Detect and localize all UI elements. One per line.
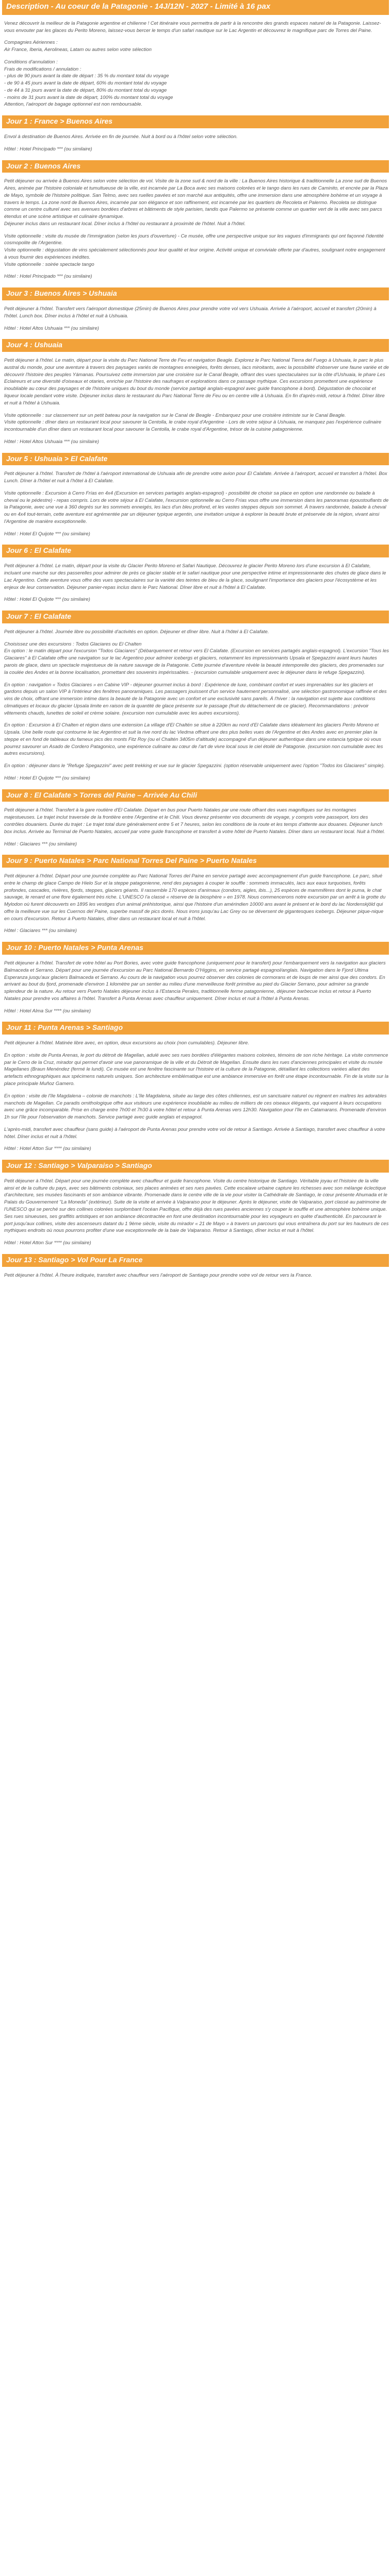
day-section [2,1022,389,1153]
day-paragraph: Visite optionnelle : Excursion à Cerro Frías en 4x4 (Excursion en services partagés anglais-espagnol) - possibilité de choisir sa place en option une randonnée ou balade à cheval ou le pédestre) - repas compris. Lors de votre séjour à El Calafate, l'excursion optionnelle au Cerro Frías vous offre une immersion dans les panoramas époustouflants de la Patagonie, avec une vue à 360 degrés sur les sommets enneigés, les lacs d'un bleu profond, et les vastes steppes depuis son sommet. À travers randonnée, balade à cheval ou en 4x4 tout-terrain, cette aventure est agrémentée par un déjeuner typique argentin, une invitation unique à explorer la beauté brute et préservée de la région, vivant ainsi l'Argentine de manière exceptionnelle. [4,490,389,524]
day-section [2,160,389,281]
day-title: Jour 11 : Punta Arenas > Santiago [2,1022,389,1035]
day-section [2,115,389,152]
hotel-info: Hôtel : Hotel Atton Sur **** (ou similaire) [4,1146,91,1152]
day-title: Jour 13 : Santiago > Vol Pour La France [2,1254,389,1267]
hotel-info: Hôtel : Hotel Alma Sur **** (ou similaire) [4,1008,91,1014]
hotel-info: Hôtel : Glaciares *** (ou similaire) [4,841,77,847]
day-title: Jour 12 : Santiago > Valparaiso > Santiago [2,1160,389,1173]
day-section [2,339,389,445]
day-section [2,453,389,538]
day-title: Jour 9 : Puerto Natales > Parc National Torres Del Paine > Puerto Natales [2,855,389,868]
day-title: Jour 5 : Ushuaia > El Calafate [2,453,389,466]
day-paragraph: En option : visite de l'île Magdalena – colonie de manchots : L'île Magdalena, située au large des côtes chiliennes, est un sanctuaire naturel ou règnent en maîtres les adorables manchots de Magellan. Ce paradis ornithologique offre aux visiteurs une expérience inoubliable au milieu de milliers de ces oiseaux élégants, qui vaquent à leurs occupations avec une grâce incomparable. Prise en charge entre 7h00 et 7h30 à votre hôtel et retour à Punta Arenas vers 12h30. Navigation pour l'île en Catamarans. Promenade d'environ 1h sur l'île pour l'observation de manchots. Service partagé avec guide anglais et espagnol. [4,1093,387,1121]
intro-paragraph: Venez découvrir la meilleur de la Patagonie argentine et chilienne ! Cet itinéraire vous permettra de partir à la rencontre des grands espaces naturel de la Patagonie. Laissez-vous envouter par les glaces du Perito Moreno, laissez-vous bercer le temps d'un safari nautique sur le Lac Argentin et découvrez le magnifique parc de Torres del Paine. [4,20,381,33]
day-section [2,1254,389,1279]
day-title: Jour 2 : Buenos Aires [2,160,389,173]
day-paragraph: Petit déjeuner à l'hôtel. Journée libre ou possibilité d'activités en option. Déjeuner et dîner libre. Nuit à l'hôtel à El Calafate. [4,629,269,635]
hotel-info: Hôtel : Hotel Principado *** (ou similaire) [4,146,92,152]
hotel-info: Hôtel : Hotel El Quijote *** (ou similaire) [4,597,90,603]
day-paragraph: Petit déjeuner à l'hôtel. Transfert à la gare routière d'El Calafate. Départ en bus pour Puerto Natales par une route offrant des vues magnifiques sur les montagnes majestueuses. Le trajet inclut traversée de la frontière entre l'Argentine et le Chili. Vous devrez présenter vos documents de voyage, y compris votre passeport, lors des contrôles douaniers. Durée du trajet : Le trajet total dure généralement entre 5 et 7 heures, selon les conditions de la route et les temps d'attente aux douanes. Déjeuner lunch box inclus. Arrivée au Terminal de Puerto Natales, accueil par votre guide francophone et transfert à votre hôtel de Puerto Natales. Dîner dans un restaurant local. Nuit à l'hôtel. [4,807,385,835]
intro-section [2,20,389,108]
day-paragraph: Envol à destination de Buenos Aires. Arrivée en fin de journée. Nuit à bord ou à l'hôtel selon votre sélection. [4,133,238,140]
day-paragraph: Petit déjeuner à l'hôtel. Transfert vers l'aéroport domestique (25min) de Buenos Aires pour prendre votre vol vers Ushuaia. Arrivée à l'aéroport, accueil et transfert (20min) à l'hôtel. Lunch box. Dîner inclus à l'hôtel et nuit à Ushuaia. [4,306,377,319]
day-paragraph: Choisissez une des excursions : Todos Glaciares ou El Chalten En option : le matin départ pour l'excursion "Todos Glaciares" (Débarquement et retour vers El Calafate. (Excursion en services partagés anglais-espagnol). L'excursion "Tous les Glaciares" à El Calafate offre une navigation sur le lac Argentino pour admirer icebergs et glaciers, notamment les impressionnants Upsala et Spegazzini avant leurs hautes parois de glace, dans un spectacle majestueux de la nature sauvage de la Patagonie. Cette journée d'aventure révèle la beauté intemporelle des glaciers, des promenades sur la coulée des Andes et la bonne localisation, promettant des souvenirs impérissables. - (excursion cumulable uniquement avec le déjeuner dans le refuge Spegazzini). [4,641,389,675]
day-paragraph: En option : Excursion à El Chalten et région dans une extension La village d'El Chaltén se situe à 220km au nord d'El Calafate dans idéalement les glaciers Perito Moreno et Upsala. Une belle route qui contourne le lac Argentino et suit la rive nord du lac Viedma offrant une des plus belles vues de l'Argentine et des Andes avec en premier plan la steppe et en fond de tableaux du fameux pics des monts Fitz Roy (ou el Chaltén 3405m d'altitude) accompagné d'un déjeuner authentique dans une estancia typique où vous pourrez savourer un Asado de Cordero Patagonico, une expérience culinaire au cœur de l'art de vivre local sous le ciel étoilé de Patagonie. (excursion non cumulable avec les autres excursions). [4,722,383,757]
day-paragraph: Petit déjeuner ou arrivée à Buenos Aires selon votre sélection de vol. Visite de la zone sud & nord de la ville : La Buenos Aires historique & traditionnelle La zone sud de Buenos Aires, animée par l'histoire coloniale et tumultueuse de la ville, est incarnée par La Boca avec ses maisons colorées et le tango dans les rues de Caminito, et encrée par la Plaza de Mayo, symbole de l'histoire politique. San Telmo, avec ses ruelles pavées et son marché aux antiquités, offre une immersion dans une atmosphère bohème et un voyage à travers le temps. La zone nord de Buenos Aires, incarnée par son élégance et son raffinement, est incarnée par les quartiers de Recoleta et Palermo. Recoleta se distingue comme un centre culturel avec ses avenues bordées d'arbres et bâtiments de style parisien, tandis que Palermo se présente comme un quartier vert de la ville avec ses parcs étendus et une scène artistique et culinaire dynamique. Déjeuner inclus dans un restaurant local. Dîner inclus à l'hôtel ou restaurant à proximité de l'hôtel. Nuit à l'hôtel. [4,178,388,227]
day-section [2,789,389,848]
day-section [2,855,389,935]
intro-paragraph: Compagnies Aériennes : Air France, Iberia, Aerolineas, Latam ou autres selon votre sélection [4,40,152,53]
day-paragraph: Petit déjeuner à l'hôtel. Transfert de l'hôtel à l'aéroport international de Ushuaia afin de prendre votre avion pour El Calafate. Arrivée à l'aéroport, accueil et transfert à l'hôtel. Box Lunch. Dîner à l'hôtel et nuit à l'hôtel à El Calafate. [4,471,387,484]
day-title: Jour 7 : El Calafate [2,611,389,623]
day-section [2,287,389,332]
hotel-info: Hôtel : Hotel Altos Ushuaia *** (ou similaire) [4,438,99,445]
day-title: Jour 3 : Buenos Aires > Ushuaia [2,287,389,300]
day-title: Jour 8 : El Calafate > Torres del Paine – Arrivée Au Chili [2,789,389,802]
day-title: Jour 6 : El Calafate [2,545,389,557]
day-paragraph: Petit déjeuner à l'hôtel. Transfert de votre hôtel au Port Bories, avec votre guide francophone (uniquement pour le transfert) pour l'embarquement vers la navigation aux glaciers Balmaceda et Serrano. Départ pour une journée d'excursion au Parc National Bernardo O'Higgins, en service partagé espagnol/anglais. Navigation dans le Fjord Ultima Esperanza jusqu'aux glaciers Balmaceda et Serrano. Au cours de la navigation vous pourrez observer des colonies de cormorans et de loups de mer ainsi que des condors. En arrivant au bout du fjord, promenade d'environ 1 kilomètre par un sentier au milieu d'une merveilleuse forêt primitive au pied du Glacier Serrano, pour admirer sa grande splendeur de la nature. Au retour vers Puerto Natales déjeuner inclus à l'Estancia Perales, traditionnelle ferme patagonienne, déjeuner barbecue inclus et retour à Puerto Natales pour prendre vos affaires à l'hôtel. Transfert à Punta Arenas avec chauffeur uniquement. Dîner inclus et nuit à l'hôtel à Punta Arenas. [4,960,386,1002]
day-title: Jour 4 : Ushuaia [2,339,389,352]
itinerary [2,115,389,1279]
day-paragraph: Visite optionnelle : visite du musée de l'immigration (selon les jours d'ouverture) - Ce musée, offre une perspective unique sur les vagues d'immigrants qui ont façonné l'identité cosmopolite de l'Argentine. Visite optionnelle : dégustation de vins spécialement sélectionnés pour leur qualité et leur origine. Activité unique et conviviale offerte par d'autres, soulignant notre engagement à vous fournir des expériences inédites. Visite optionnelle : soirée spectacle tango [4,233,385,267]
day-paragraph: Petit déjeuner à l'hôtel. Le matin, départ pour la visite du Glacier Perito Moreno et Safari Nautique. Découvrez le glacier Perito Moreno lors d'une excursion à El Calafate, incluant une marche sur des passerelles pour admirer de près ce glacier stable et le safari nautique pour une perspective intime et impressionnante des chutes de glace dans le Lac Argentino. Cette aventure vous offre des vues spectaculaires sur la variété des teintes de bleu de la glace, soulignant l'importance des glaciers pour l'écosystème et les enjeux de leur conservation. Déjeuner panier-repas inclus dans le Parc National. Dîner libre et nuit à l'hôtel à El Calafate. [4,563,386,590]
hotel-info: Hôtel : Hotel Atton Sur **** (ou similaire) [4,1240,91,1246]
hotel-info: Hôtel : Hotel Altos Ushuaia *** (ou similaire) [4,325,99,331]
day-paragraph: En option : déjeuner dans le "Refuge Spegazzini" avec petit trekking et vue sur le glacier Spegazzini. (option réservable uniquement avec l'option "Todos los Glaciares" simple). [4,763,385,769]
day-section [2,611,389,782]
day-section [2,545,389,603]
day-paragraph: Petit déjeuner à l'hôtel. Le matin, départ pour la visite du Parc National Terre de Feu et navigation Beagle. Explorez le Parc National Tierra del Fuego à Ushuaia, le parc le plus austral du monde, pour une aventure à travers des paysages variés de montagnes enneigées, forêts denses, lacs miroitants, avec la possibilité d'observer une faune variée et de découvrir l'histoire des peuples Yámanas. Poursuivez cette immersion par une croisière sur le Canal Beagle, offrant des vues spectaculaires sur la côte d'Ushuaia, le phare Les Eclaireurs et une diversité d'oiseaux et otaries, enrichie par l'histoire des naufrages et explorations dans ce passage mythique. Ces excursions promettent une expérience inoubliable au cœur des paysages et de l'histoire uniques du bout du monde (service partagé anglais-espagnol avec guide francophone à bord). Dégustation de chocolat et liqueur locale pendant votre visite. Déjeuner inclus dans le restaurant du Parc National Terre de Feu ou en centre ville à Ushuaia. En fin d'après-midi, retour à l'hôtel. Dîner libre et nuit à l'hôtel à Ushuaia. [4,358,389,406]
hotel-info: Hôtel : Glaciares *** (ou similaire) [4,928,77,934]
day-title: Jour 1 : France > Buenos Aires [2,115,389,128]
hotel-info: Hôtel : Hotel El Quijote *** (ou similaire) [4,531,90,537]
page [0,0,391,1279]
day-paragraph: Petit déjeuner à l'hôtel. Départ pour une journée complète avec chauffeur et guide francophone. Visite du centre historique de Santiago. Véritable joyau et l'histoire de la ville ainsi et de la culture du pays, avec ses bâtiments coloniaux, ses places animées et ses rues pavées. Cette escalave urbaine capture les richesses avec son mélange éclectique d'architecture, ses musées fascinants et son ambiance vibrante. Promenade dans le centre ville de la vie pour visiter la Cathédrale de Santiago, le cœur présente Ahumada et le Palais du Gouvernement "La Moneda" (extérieur). Suite de la visite et arrivée à Valparaiso pour le déjeuner. Après le déjeuner, visite de Valparaiso, port classé au patrimoine de l'UNESCO qui se perché sur des collines colorées surplombant l'océan Pacifique, offre déjà des rues pavées anciennes s'y couper le souffle et une atmosphère bohème unique. Ses rues sinueuses, ses graffitis artistiques et son ambiance décontractée en font une destination incontournable pour les voyageurs en quête d'authenticité. En parcourant le port jusqu'aux collines, visite des ascenseurs datant du 1 9ème siècle, visite du mirador « 21 de Mayo » à travers un parcours qui vous entraînera du port sur les hauteurs de ces mythiques endroits où nous pourrons profiter d'une vue exceptionnelle de la baie de Valparaiso. Retour à Santiago, dîner inclus et nuit à l'hôtel. [4,1178,389,1234]
day-paragraph: Petit déjeuner à l'hôtel. À l'heure indiquée, transfert avec chauffeur vers l'aéroport de Santiago pour prendre votre vol de retour vers la France. [4,1272,313,1278]
day-paragraph: Visite optionnelle : sur classement sur un petit bateau pour la navigation sur le Canal de Beagle - Embarquez pour une croisière intimiste sur le Canal Beagle. Visite optionnelle : dîner dans un restaurant local pour savourer la Centolla, le crabe royal d'Argentine - Lors de votre séjour à Ushuaia, ne manquez pas l'expérience culinaire incontournable d'un dîner dans un restaurant local pour savourer la Centolla, le crabe royal d'Argentine, trésor de la cuisine patagonienne. [4,412,382,433]
day-section [2,1160,389,1247]
day-title: Jour 10 : Puerto Natales > Punta Arenas [2,942,389,955]
day-paragraph: En option : navigation « Todos Glaciares » en Cabine VIP - déjeuner gourmet inclus à bord : Expérience de luxe, combinant confort et vues imprenables sur les glaciers et gardons depuis un salon VIP à l'intérieur des fenêtres panoramiques. Les passagers jouissent d'un service hautement personnalisé, une sélection gastronomique raffinée et des vins de choix, offrant une immersion intime dans la beauté de la Patagonie avec un confort et une exclusivité sans pareils. À l'hiver : la navigation est sujette aux conditions climatiques et locaux du glacier Upsala limite en raison de la quantité de glace présente sur le passage (fruit du détachement de ce glacier). Recommandations : prévoir vêtements chauds, lunettes de soleil et crème solaire. (excursion non cumulable avec les autres excursions). [4,682,387,716]
day-paragraph: Petit déjeuner à l'hôtel. Matinée libre avec, en option, deux excursions au choix (non cumulables). Déjeuner libre. [4,1040,249,1046]
day-paragraph: Petit déjeuner à l'hôtel. Départ pour une journée complète au Parc National Torres del Paine en service partagé avec accompagnement d'un guide francophone. Le parc, situé entre le champ de glace Campo de Hielo Sur et la steppe patagonienne, rend des paysages à couper le souffle : sommets immaculés, lacs aux eaux turquoises, forêts profondes, cascades, rivières, fjords, steppes, glaciers géants. Il rassemble 170 espèces d'animaux (condors, aigles, ibis...), 25 espèces de mammifères dont le puma, le chat sauvage, le renard et une flore également très riche. L'UNESCO l'a classé « réserve de la biosphère » en 1978. Nous commencerons notre excursion par un arrêt à la grotte du Mylodon où furent découverts en 1895 les vestiges d'un animal préhistorique, ainsi que l'histoire d'un amérindien 10000 ans avant le présent et le bord du lac Nordenskjöld qui offre la meilleure vue sur les Cuernos del Paine, superbe massif de pics dorés. Nous irons jusqu'au Lac Grey ou se déversent de gigantesques icebergs. Déjeuner pique-nique en cours d'excursion. Retour à Puerto Natales, dîner dans un restaurant local et nuit à l'hôtel. [4,873,386,922]
day-paragraph: En option : visite de Punta Arenas, le port du détroit de Magellan, adulé avec ses rues bordées d'élégantes maisons colorées, témoins de son riche héritage. La visite commence par le Cerro de la Cruz, mirador qui permet d'avoir une vue panoramique de la ville et du Détroit de Magellan. Ensuite dans les rues d'anciennes principales et visite du musée Magellanes (Braun Menéndez (fermé le lundi). Ce musée est une fenêtre fascinante sur l'histoire et la culture de la Patagonie, détaillant les collections variées allant des artefacts ethnographiques aux spécimens naturels uniques. Son architecture emblématique est une ambiance immersive en forêt une étape incontournable. Fin de la visite sur la place principale Muñoz Gamero. [4,1052,389,1087]
hotel-info: Hôtel : Hotel El Quijote *** (ou similaire) [4,775,90,781]
day-paragraph: L'après-midi, transfert avec chauffeur (sans guide) à l'aéroport de Punta Arenas pour prendre votre vol de retour à Santiago. Arrivée à Santiago, transfert avec chauffeur à votre hôtel. Dîner inclus et nuit à l'hôtel. [4,1126,385,1140]
day-section [2,942,389,1014]
page-title: Description - Au coeur de la Patagonie - 14J/12N - 2027 - Limité à 16 pax [2,0,389,15]
hotel-info: Hôtel : Hotel Principado *** (ou similaire) [4,274,92,280]
intro-paragraph: Conditions d'annulation : Frais de modifications / annulation : - plus de 90 jours avant la date de départ : 35 % du montant total du voyage - de 90 à 45 jours avant la date de départ, 60% du montant total du voyage - de 44 à 31 jours avant la date de départ, 80% du montant total du voyage - moins de 31 jours avant la date de départ, 100% du montant total du voyage Attention, l'aéroport de bagage optionnel est non remboursable. [4,59,173,108]
